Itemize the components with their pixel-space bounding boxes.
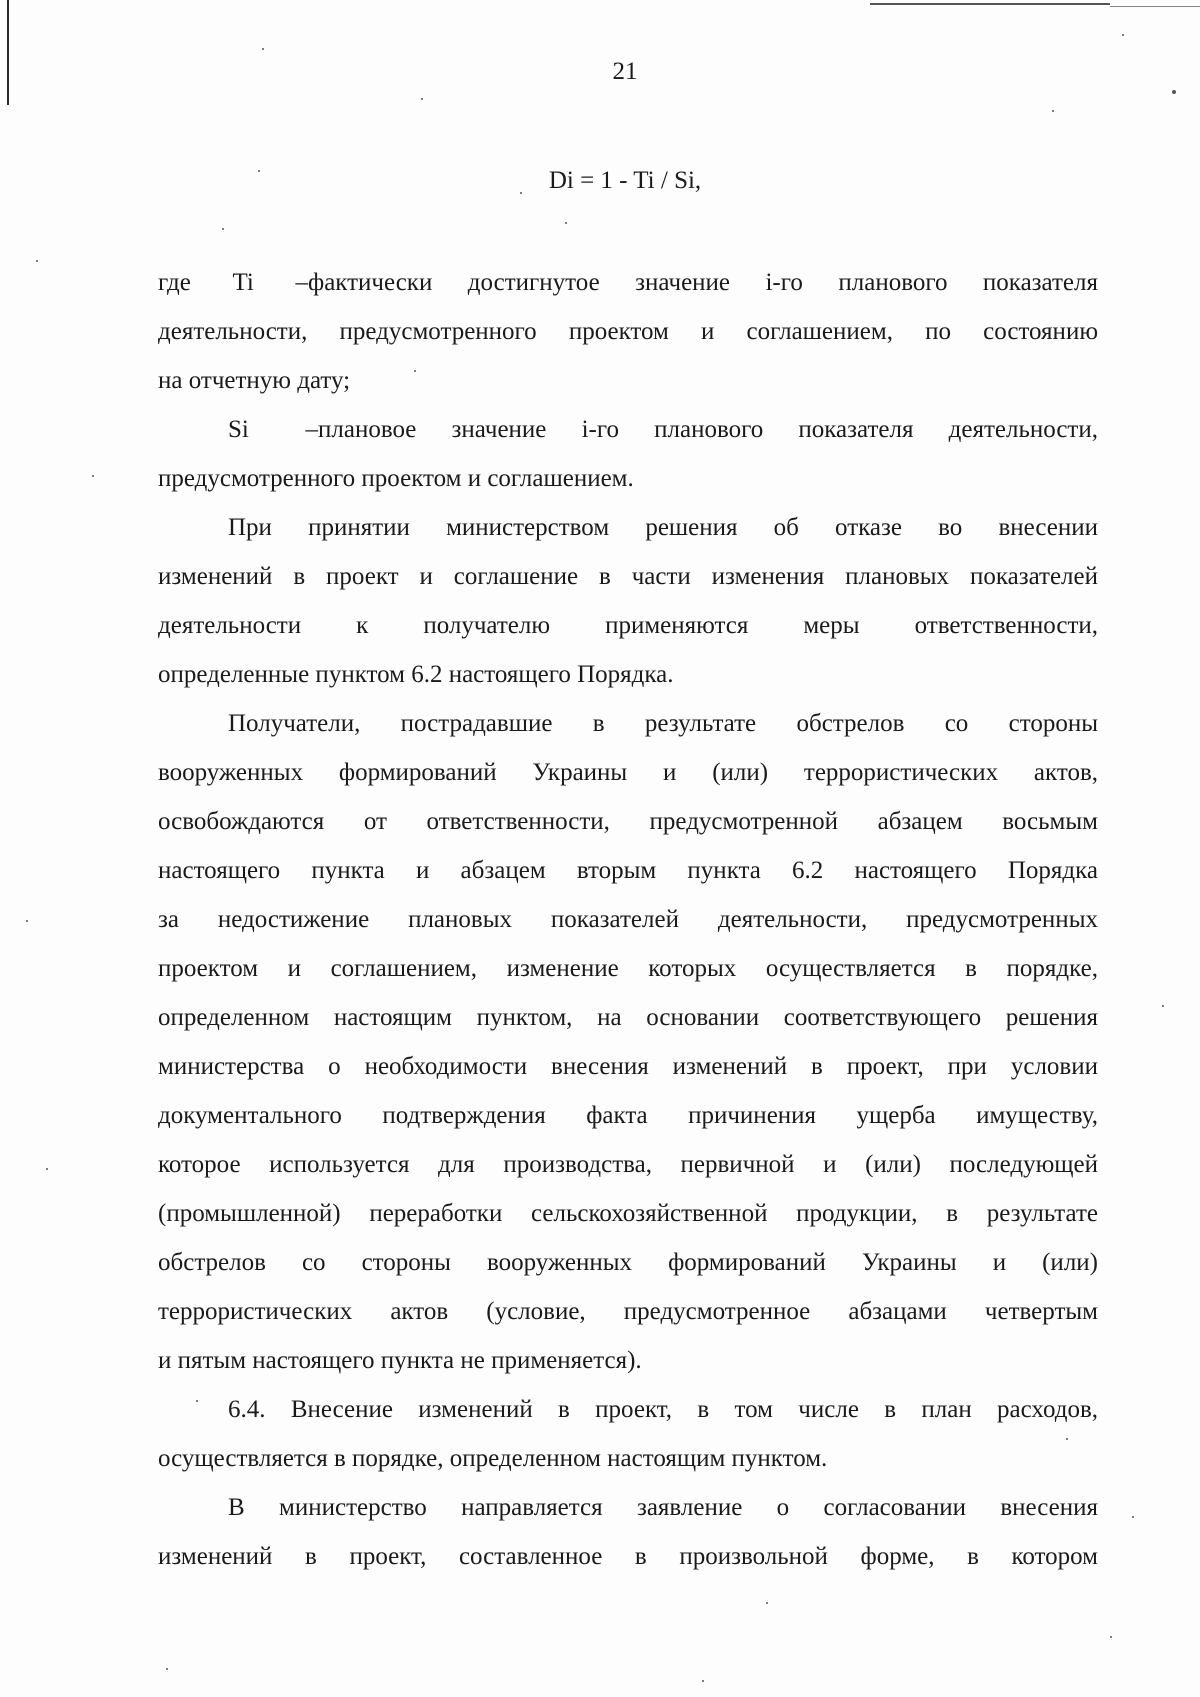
text-line: освобождаются от ответственности, предусмотренной абзацем восьмым [158, 808, 1098, 835]
definition-term: Si – [228, 416, 318, 443]
scan-speck [702, 1680, 704, 1682]
scan-speck [421, 98, 423, 100]
scan-speck [565, 222, 567, 224]
body-text [158, 258, 1098, 1581]
scan-margin-line [7, 0, 9, 105]
scan-top-rule-secondary [1110, 6, 1200, 7]
scan-speck [196, 1400, 198, 1402]
scan-speck [1132, 1516, 1134, 1518]
text-line: террористических актов (условие, предусмотренное абзацами четвертым [158, 1298, 1098, 1325]
scan-speck [414, 370, 416, 372]
scan-speck [166, 1668, 168, 1670]
scan-speck [766, 1602, 768, 1604]
text-line [158, 258, 1098, 307]
text-line: определенные пунктом 6.2 настоящего Порядка. [158, 661, 674, 688]
paragraph-refusal [158, 503, 1098, 699]
paragraph-exemption [158, 699, 1098, 1385]
scan-speck [520, 192, 522, 194]
scan-speck [222, 228, 224, 230]
text-line: вооруженных формирований Украины и (или) террористических актов, [158, 759, 1098, 786]
text-line: изменений в проект, составленное в произвольной форме, в котором [158, 1543, 1098, 1570]
text-line-content: фактически достигнутое значение i-го планового показателя [308, 269, 1098, 296]
scan-speck [36, 260, 38, 262]
scan-speck [26, 920, 28, 922]
definition-ti [158, 258, 1098, 405]
text-line: деятельности, предусмотренного проектом и соглашением, по состоянию [158, 318, 1098, 345]
text-line: Получатели, пострадавшие в результате обстрелов со стороны [228, 710, 1098, 737]
scan-speck [1066, 1438, 1068, 1440]
definition-si [158, 405, 1098, 503]
text-line: деятельности к получателю применяются меры ответственности, [158, 612, 1098, 639]
text-line: за недостижение плановых показателей деятельности, предусмотренных [158, 906, 1098, 933]
text-line: документального подтверждения факта причинения ущерба имуществу, [158, 1102, 1098, 1129]
text-line: обстрелов со стороны вооруженных формирований Украины и (или) [158, 1249, 1098, 1276]
formula: Di = 1 - Ti / Si, [548, 167, 702, 194]
definition-term: где Ti – [158, 269, 308, 296]
text-line: министерства о необходимости внесения изменений в проект, при условии [158, 1053, 1098, 1080]
text-line: проектом и соглашением, изменение которых осуществляется в порядке, [158, 955, 1098, 982]
text-line [158, 405, 1098, 454]
text-line: и пятым настоящего пункта не применяется). [158, 1347, 642, 1374]
scan-speck [1122, 34, 1124, 36]
scan-speck [262, 48, 264, 50]
text-line: При принятии министерством решения об отказе во внесении [228, 514, 1098, 541]
paragraph-application [158, 1483, 1098, 1581]
text-line-content: плановое значение i-го планового показателя деятельности, [318, 416, 1098, 443]
scan-speck [258, 170, 260, 172]
text-line: определенном настоящим пунктом, на основании соответствующего решения [158, 1004, 1098, 1031]
page-number: 21 [612, 58, 638, 85]
text-line: В министерство направляется заявление о согласовании внесения [228, 1494, 1098, 1521]
scan-speck [92, 475, 94, 477]
scan-top-rule [870, 3, 1110, 5]
scan-speck [1110, 1636, 1112, 1638]
scan-speck [1162, 1005, 1164, 1007]
scan-speck [1052, 110, 1054, 112]
text-line: которое используется для производства, первичной и (или) последующей [158, 1151, 1098, 1178]
text-line: осуществляется в порядке, определенном настоящим пунктом. [158, 1445, 828, 1472]
scan-speck [46, 1168, 48, 1170]
text-line: 6.4. Внесение изменений в проект, в том числе в план расходов, [228, 1396, 1098, 1423]
paragraph-6-4 [158, 1385, 1098, 1483]
text-line: (промышленной) переработки сельскохозяйственной продукции, в результате [158, 1200, 1098, 1227]
text-line: настоящего пункта и абзацем вторым пункта 6.2 настоящего Порядка [158, 857, 1098, 884]
text-line: предусмотренного проектом и соглашением. [158, 465, 634, 492]
scan-speck [1172, 90, 1176, 94]
text-line: на отчетную дату; [158, 367, 351, 394]
text-line: изменений в проект и соглашение в части изменения плановых показателей [158, 563, 1098, 590]
